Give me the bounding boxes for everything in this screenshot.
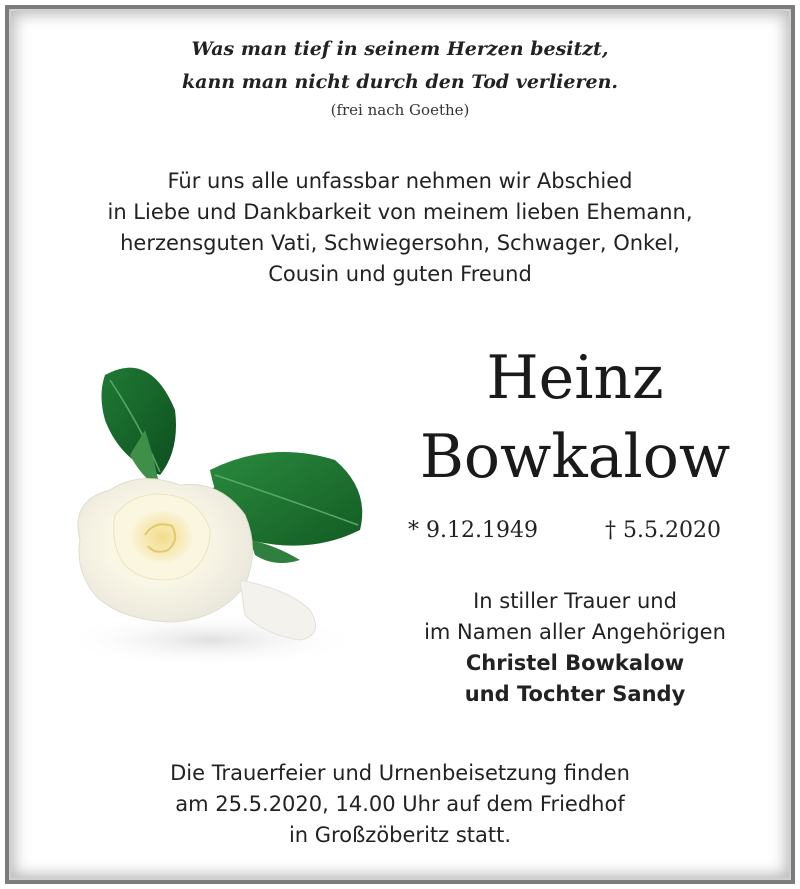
- mourner-name-1: Christel Bowkalow: [465, 651, 685, 675]
- mourners-line-2: im Namen aller Angehörigen: [424, 620, 726, 644]
- mourners-line-1: In stiller Trauer und: [473, 589, 677, 613]
- quote-source: (frei nach Goethe): [330, 101, 470, 119]
- birth-date: * 9.12.1949: [408, 518, 538, 543]
- deceased-last-name: Bowkalow: [419, 422, 731, 492]
- death-date: † 5.5.2020: [605, 518, 721, 543]
- mourner-name-2: und Tochter Sandy: [464, 682, 686, 706]
- funeral-line-3: in Großzöberitz statt.: [288, 823, 512, 847]
- intro-line-3: herzensguten Vati, Schwiegersohn, Schwager, Onkel,: [120, 231, 680, 255]
- mourners-name-2-wrap: [330, 679, 800, 710]
- quote-line-1: Was man tief in seinem Herzen besitzt,: [191, 38, 609, 60]
- funeral-line-2: am 25.5.2020, 14.00 Uhr auf dem Friedhof: [175, 792, 625, 816]
- intro-line-4: Cousin und guten Freund: [268, 262, 532, 286]
- intro-line-1: Für uns alle unfassbar nehmen wir Abschied: [167, 169, 633, 193]
- deceased-first-name: Heinz: [486, 343, 664, 413]
- funeral-line-1: Die Trauerfeier und Urnenbeisetzung finden: [170, 761, 630, 785]
- mourners-name-1-wrap: [330, 648, 800, 679]
- quote-line-2: kann man nicht durch den Tod verlieren.: [182, 71, 618, 93]
- intro-line-2: in Liebe und Dankbarkeit von meinem lieben Ehemann,: [107, 200, 693, 224]
